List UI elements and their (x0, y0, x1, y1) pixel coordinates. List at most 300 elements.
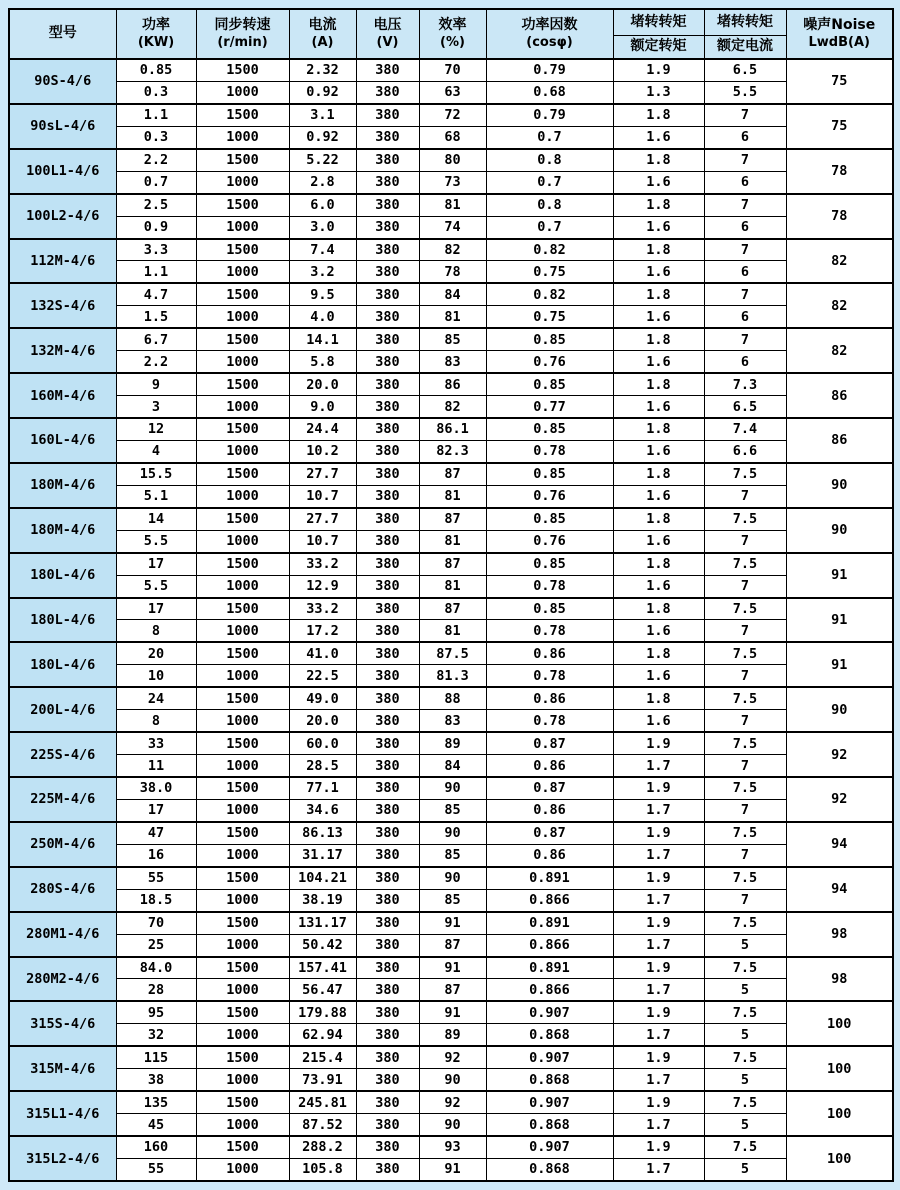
data-cell: 7.3 (704, 373, 786, 395)
data-cell: 12.9 (289, 575, 356, 597)
model-cell: 280M2-4/6 (9, 957, 116, 1002)
data-cell: 0.87 (486, 777, 613, 799)
data-cell: 0.75 (486, 261, 613, 283)
data-cell: 5 (704, 979, 786, 1001)
data-cell: 1.6 (613, 530, 704, 552)
data-cell: 1500 (196, 508, 289, 530)
data-cell: 1.8 (613, 418, 704, 440)
data-cell: 47 (116, 822, 196, 844)
data-cell: 86.1 (419, 418, 486, 440)
data-cell: 104.21 (289, 867, 356, 889)
spec-table-body (9, 59, 893, 1181)
data-cell: 0.87 (486, 732, 613, 754)
data-cell: 1.8 (613, 463, 704, 485)
data-cell: 380 (356, 396, 419, 418)
data-cell: 5 (704, 934, 786, 956)
data-cell: 20.0 (289, 710, 356, 732)
data-cell: 6.5 (704, 59, 786, 81)
data-cell: 380 (356, 687, 419, 709)
data-cell: 49.0 (289, 687, 356, 709)
data-cell: 0.7 (486, 171, 613, 193)
data-cell: 380 (356, 328, 419, 350)
data-cell: 380 (356, 81, 419, 103)
data-cell: 380 (356, 957, 419, 979)
data-cell: 87 (419, 979, 486, 1001)
data-cell: 82.3 (419, 440, 486, 462)
data-cell: 0.86 (486, 755, 613, 777)
data-cell: 0.907 (486, 1046, 613, 1068)
data-cell: 1.6 (613, 710, 704, 732)
data-cell: 1000 (196, 485, 289, 507)
data-cell: 7.5 (704, 957, 786, 979)
data-cell: 0.7 (486, 126, 613, 148)
table-row (9, 957, 893, 979)
data-cell: 1000 (196, 934, 289, 956)
data-cell: 1.7 (613, 844, 704, 866)
data-cell: 1.7 (613, 1158, 704, 1181)
data-cell: 1500 (196, 283, 289, 305)
noise-cell: 86 (786, 373, 893, 418)
noise-cell: 92 (786, 732, 893, 777)
data-cell: 4.0 (289, 306, 356, 328)
table-row (9, 1158, 893, 1181)
data-cell: 85 (419, 844, 486, 866)
data-cell: 89 (419, 732, 486, 754)
data-cell: 78 (419, 261, 486, 283)
data-cell: 380 (356, 283, 419, 305)
model-cell: 315L2-4/6 (9, 1136, 116, 1181)
data-cell: 1.6 (613, 396, 704, 418)
data-cell: 1000 (196, 351, 289, 373)
data-cell: 0.3 (116, 81, 196, 103)
model-cell: 160M-4/6 (9, 373, 116, 418)
data-cell: 33 (116, 732, 196, 754)
data-cell: 7 (704, 283, 786, 305)
data-cell: 0.78 (486, 575, 613, 597)
table-row (9, 1091, 893, 1113)
data-cell: 1000 (196, 126, 289, 148)
noise-cell: 98 (786, 912, 893, 957)
data-cell: 0.8 (486, 149, 613, 171)
data-cell: 3.3 (116, 239, 196, 261)
data-cell: 1.8 (613, 239, 704, 261)
model-cell: 315S-4/6 (9, 1001, 116, 1046)
data-cell: 0.86 (486, 642, 613, 664)
data-cell: 83 (419, 351, 486, 373)
data-cell: 1.6 (613, 261, 704, 283)
data-cell: 0.907 (486, 1001, 613, 1023)
data-cell: 10.2 (289, 440, 356, 462)
data-cell: 1.8 (613, 598, 704, 620)
data-cell: 16 (116, 844, 196, 866)
data-cell: 1.7 (613, 1114, 704, 1136)
data-cell: 91 (419, 912, 486, 934)
table-row (9, 822, 893, 844)
data-cell: 1000 (196, 530, 289, 552)
data-cell: 86 (419, 373, 486, 395)
data-cell: 1.9 (613, 1091, 704, 1113)
data-cell: 1500 (196, 149, 289, 171)
data-cell: 2.2 (116, 351, 196, 373)
data-cell: 1000 (196, 1158, 289, 1181)
data-cell: 6.5 (704, 396, 786, 418)
data-cell: 1000 (196, 710, 289, 732)
data-cell: 380 (356, 755, 419, 777)
noise-cell: 100 (786, 1046, 893, 1091)
data-cell: 0.891 (486, 957, 613, 979)
col-header-model (9, 9, 116, 59)
data-cell: 0.92 (289, 126, 356, 148)
data-cell: 34.6 (289, 799, 356, 821)
data-cell: 81 (419, 306, 486, 328)
data-cell: 4.7 (116, 283, 196, 305)
data-cell: 81 (419, 194, 486, 216)
data-cell: 7 (704, 575, 786, 597)
data-cell: 5 (704, 1069, 786, 1091)
data-cell: 5.8 (289, 351, 356, 373)
data-cell: 1.8 (613, 373, 704, 395)
table-row (9, 216, 893, 238)
table-row (9, 598, 893, 620)
data-cell: 1.8 (613, 104, 704, 126)
data-cell: 0.85 (486, 553, 613, 575)
data-cell: 380 (356, 171, 419, 193)
noise-cell: 75 (786, 59, 893, 104)
data-cell: 380 (356, 1158, 419, 1181)
data-cell: 0.866 (486, 934, 613, 956)
table-row (9, 485, 893, 507)
data-cell: 5.5 (704, 81, 786, 103)
data-cell: 1.8 (613, 687, 704, 709)
data-cell: 1.6 (613, 351, 704, 373)
noise-cell: 91 (786, 553, 893, 598)
data-cell: 83 (419, 710, 486, 732)
data-cell: 0.79 (486, 104, 613, 126)
data-cell: 0.907 (486, 1136, 613, 1158)
data-cell: 1.7 (613, 799, 704, 821)
data-cell: 17 (116, 598, 196, 620)
data-cell: 7.5 (704, 598, 786, 620)
data-cell: 91 (419, 957, 486, 979)
data-cell: 1000 (196, 440, 289, 462)
noise-cell: 100 (786, 1136, 893, 1181)
data-cell: 5.5 (116, 575, 196, 597)
data-cell: 0.8 (486, 194, 613, 216)
data-cell: 85 (419, 889, 486, 911)
data-cell: 20 (116, 642, 196, 664)
data-cell: 215.4 (289, 1046, 356, 1068)
data-cell: 380 (356, 440, 419, 462)
data-cell: 1.7 (613, 979, 704, 1001)
data-cell: 0.86 (486, 799, 613, 821)
data-cell: 157.41 (289, 957, 356, 979)
data-cell: 7.5 (704, 553, 786, 575)
data-cell: 380 (356, 508, 419, 530)
data-cell: 1.9 (613, 59, 704, 81)
data-cell: 1500 (196, 59, 289, 81)
table-row (9, 530, 893, 552)
model-cell: 180L-4/6 (9, 642, 116, 687)
data-cell: 380 (356, 867, 419, 889)
data-cell: 89 (419, 1024, 486, 1046)
data-cell: 32 (116, 1024, 196, 1046)
data-cell: 1.6 (613, 306, 704, 328)
data-cell: 160 (116, 1136, 196, 1158)
table-row (9, 261, 893, 283)
data-cell: 1500 (196, 912, 289, 934)
data-cell: 33.2 (289, 598, 356, 620)
data-cell: 0.92 (289, 81, 356, 103)
motor-spec-table (8, 8, 894, 1182)
noise-cell: 90 (786, 463, 893, 508)
table-row (9, 171, 893, 193)
data-cell: 0.78 (486, 665, 613, 687)
data-cell: 0.78 (486, 710, 613, 732)
data-cell: 88 (419, 687, 486, 709)
data-cell: 0.85 (486, 328, 613, 350)
data-cell: 14 (116, 508, 196, 530)
model-cell: 90S-4/6 (9, 59, 116, 104)
data-cell: 87 (419, 934, 486, 956)
data-cell: 1000 (196, 1069, 289, 1091)
table-row (9, 194, 893, 216)
data-cell: 20.0 (289, 373, 356, 395)
data-cell: 0.868 (486, 1069, 613, 1091)
data-cell: 1.9 (613, 1046, 704, 1068)
data-cell: 1.7 (613, 1069, 704, 1091)
data-cell: 0.9 (116, 216, 196, 238)
data-cell: 1000 (196, 844, 289, 866)
data-cell: 82 (419, 396, 486, 418)
data-cell: 7 (704, 755, 786, 777)
data-cell: 1500 (196, 1091, 289, 1113)
data-cell: 0.77 (486, 396, 613, 418)
data-cell: 380 (356, 149, 419, 171)
model-cell: 225M-4/6 (9, 777, 116, 822)
data-cell: 10.7 (289, 485, 356, 507)
data-cell: 0.76 (486, 485, 613, 507)
data-cell: 135 (116, 1091, 196, 1113)
data-cell: 9.0 (289, 396, 356, 418)
data-cell: 63 (419, 81, 486, 103)
col-header-model-label: 型号 (48, 25, 77, 42)
data-cell: 73.91 (289, 1069, 356, 1091)
table-row (9, 732, 893, 754)
data-cell: 87 (419, 508, 486, 530)
table-row (9, 844, 893, 866)
data-cell: 7 (704, 710, 786, 732)
data-cell: 1.7 (613, 755, 704, 777)
table-row (9, 710, 893, 732)
data-cell: 380 (356, 1046, 419, 1068)
data-cell: 6 (704, 306, 786, 328)
data-cell: 1000 (196, 396, 289, 418)
data-cell: 380 (356, 934, 419, 956)
data-cell: 7.5 (704, 1136, 786, 1158)
data-cell: 1.9 (613, 1001, 704, 1023)
model-cell: 225S-4/6 (9, 732, 116, 777)
data-cell: 6 (704, 216, 786, 238)
data-cell: 0.86 (486, 844, 613, 866)
data-cell: 25 (116, 934, 196, 956)
data-cell: 0.85 (486, 373, 613, 395)
data-cell: 1.9 (613, 1136, 704, 1158)
data-cell: 0.76 (486, 351, 613, 373)
data-cell: 1000 (196, 620, 289, 642)
data-cell: 1.7 (613, 934, 704, 956)
data-cell: 7 (704, 530, 786, 552)
data-cell: 92 (419, 1091, 486, 1113)
data-cell: 81 (419, 485, 486, 507)
data-cell: 27.7 (289, 463, 356, 485)
model-cell: 90sL-4/6 (9, 104, 116, 149)
data-cell: 380 (356, 126, 419, 148)
data-cell: 31.17 (289, 844, 356, 866)
data-cell: 380 (356, 418, 419, 440)
table-row (9, 687, 893, 709)
data-cell: 60.0 (289, 732, 356, 754)
table-row (9, 239, 893, 261)
noise-cell: 78 (786, 149, 893, 194)
data-cell: 6.0 (289, 194, 356, 216)
data-cell: 11 (116, 755, 196, 777)
data-cell: 1.6 (613, 485, 704, 507)
table-row (9, 418, 893, 440)
data-cell: 7.5 (704, 642, 786, 664)
model-cell: 180M-4/6 (9, 463, 116, 508)
data-cell: 87 (419, 553, 486, 575)
data-cell: 87.5 (419, 642, 486, 664)
data-cell: 7.5 (704, 732, 786, 754)
data-cell: 5.1 (116, 485, 196, 507)
noise-cell: 82 (786, 328, 893, 373)
data-cell: 1500 (196, 239, 289, 261)
data-cell: 87 (419, 598, 486, 620)
data-cell: 9 (116, 373, 196, 395)
data-cell: 7 (704, 485, 786, 507)
table-row (9, 126, 893, 148)
data-cell: 6 (704, 126, 786, 148)
data-cell: 28.5 (289, 755, 356, 777)
data-cell: 380 (356, 665, 419, 687)
data-cell: 7.5 (704, 508, 786, 530)
data-cell: 81 (419, 620, 486, 642)
data-cell: 380 (356, 844, 419, 866)
data-cell: 380 (356, 373, 419, 395)
data-cell: 1000 (196, 171, 289, 193)
data-cell: 1.8 (613, 194, 704, 216)
data-cell: 380 (356, 979, 419, 1001)
model-cell: 200L-4/6 (9, 687, 116, 732)
model-cell: 180L-4/6 (9, 598, 116, 643)
data-cell: 1000 (196, 665, 289, 687)
table-row (9, 1001, 893, 1023)
data-cell: 0.868 (486, 1114, 613, 1136)
data-cell: 7.4 (704, 418, 786, 440)
data-cell: 18.5 (116, 889, 196, 911)
data-cell: 0.3 (116, 126, 196, 148)
data-cell: 84 (419, 755, 486, 777)
data-cell: 1500 (196, 194, 289, 216)
data-cell: 0.866 (486, 979, 613, 1001)
data-cell: 1.9 (613, 957, 704, 979)
data-cell: 1.9 (613, 732, 704, 754)
model-cell: 280M1-4/6 (9, 912, 116, 957)
data-cell: 1000 (196, 1114, 289, 1136)
table-row (9, 912, 893, 934)
data-cell: 0.85 (486, 463, 613, 485)
model-cell: 112M-4/6 (9, 239, 116, 284)
noise-cell: 100 (786, 1001, 893, 1046)
noise-cell: 98 (786, 957, 893, 1002)
data-cell: 0.82 (486, 239, 613, 261)
data-cell: 8 (116, 710, 196, 732)
data-cell: 380 (356, 463, 419, 485)
data-cell: 7 (704, 799, 786, 821)
data-cell: 1.6 (613, 440, 704, 462)
model-cell: 160L-4/6 (9, 418, 116, 463)
data-cell: 81.3 (419, 665, 486, 687)
noise-cell: 94 (786, 867, 893, 912)
data-cell: 27.7 (289, 508, 356, 530)
data-cell: 7.5 (704, 867, 786, 889)
noise-cell: 92 (786, 777, 893, 822)
data-cell: 131.17 (289, 912, 356, 934)
col-header-power: 功率 (KW) (116, 9, 196, 59)
table-row (9, 306, 893, 328)
data-cell: 380 (356, 261, 419, 283)
data-cell: 0.76 (486, 530, 613, 552)
model-cell: 315M-4/6 (9, 1046, 116, 1091)
data-cell: 7 (704, 149, 786, 171)
model-cell: 250M-4/6 (9, 822, 116, 867)
data-cell: 72 (419, 104, 486, 126)
table-row (9, 979, 893, 1001)
noise-cell: 90 (786, 687, 893, 732)
data-cell: 380 (356, 59, 419, 81)
table-row (9, 508, 893, 530)
data-cell: 1.6 (613, 665, 704, 687)
data-cell: 90 (419, 1114, 486, 1136)
data-cell: 1.9 (613, 867, 704, 889)
data-cell: 91 (419, 1001, 486, 1023)
data-cell: 380 (356, 485, 419, 507)
data-cell: 12 (116, 418, 196, 440)
table-row (9, 1136, 893, 1158)
data-cell: 70 (116, 912, 196, 934)
data-cell: 24.4 (289, 418, 356, 440)
noise-cell: 78 (786, 194, 893, 239)
table-row (9, 867, 893, 889)
data-cell: 7.5 (704, 687, 786, 709)
data-cell: 0.86 (486, 687, 613, 709)
data-cell: 0.891 (486, 867, 613, 889)
data-cell: 380 (356, 732, 419, 754)
data-cell: 380 (356, 912, 419, 934)
data-cell: 68 (419, 126, 486, 148)
noise-cell: 91 (786, 598, 893, 643)
data-cell: 7.4 (289, 239, 356, 261)
data-cell: 81 (419, 575, 486, 597)
data-cell: 179.88 (289, 1001, 356, 1023)
data-cell: 1500 (196, 957, 289, 979)
table-row (9, 934, 893, 956)
data-cell: 0.82 (486, 283, 613, 305)
data-cell: 5.22 (289, 149, 356, 171)
data-cell: 2.8 (289, 171, 356, 193)
data-cell: 1500 (196, 687, 289, 709)
data-cell: 1500 (196, 1046, 289, 1068)
